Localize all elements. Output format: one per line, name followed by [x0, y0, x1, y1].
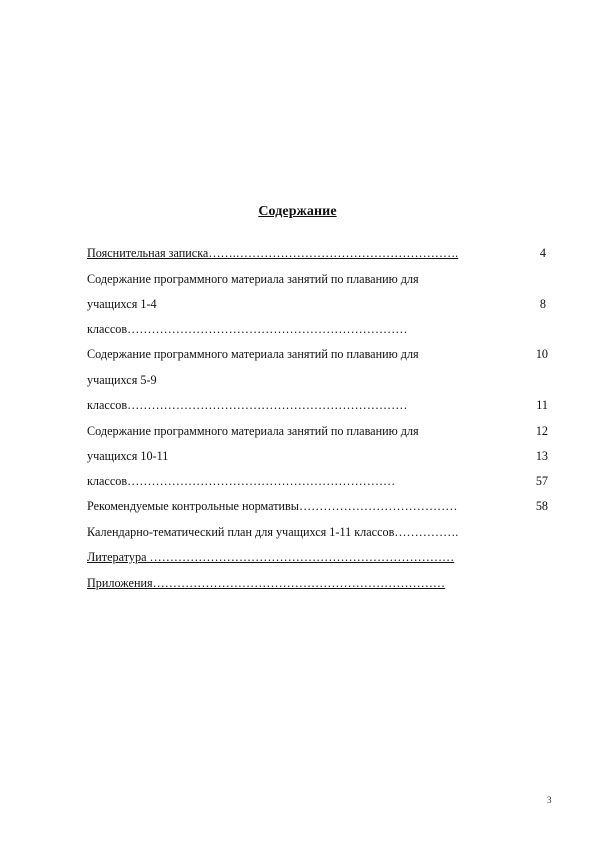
- toc-line-explanatory-note: Пояснительная записка…….……………………………………………….: [87, 246, 459, 260]
- toc-page-number: 8: [539, 297, 546, 311]
- toc-line-control-standards: Рекомендуемые контрольные нормативы…………………………………: [87, 499, 458, 513]
- toc-page-number: 11: [536, 398, 548, 412]
- toc-page-number: 13: [535, 449, 548, 463]
- toc-line-appendices: Приложения………………………………………………………………: [87, 576, 446, 590]
- toc-line-classes-1: классов……………………………………………………………: [87, 322, 408, 336]
- toc-line-program-content-2: Содержание программного материала занятий по плаванию для: [87, 347, 419, 361]
- toc-line-grades-5-9: учащихся 5-9: [87, 373, 157, 387]
- toc-page-number: 57: [535, 474, 548, 488]
- toc-page-number: 58: [535, 499, 548, 513]
- toc-title: Содержание: [258, 204, 337, 219]
- page-number: 3: [547, 795, 552, 805]
- toc-line-classes-2: классов……………………………………………………………: [87, 398, 408, 412]
- toc-line-literature: Литература …………………………………………………………………: [87, 550, 455, 564]
- toc-page-number: 4: [539, 246, 546, 260]
- toc-line-calendar-plan: Календарно-тематический план для учащихся 1-11 классов…………….: [87, 525, 459, 539]
- toc-line-grades-10-11: учащихся 10-11: [87, 449, 169, 463]
- toc-page-number: 12: [535, 424, 548, 438]
- toc-page-number: 10: [535, 347, 548, 361]
- toc-line-program-content-3: Содержание программного материала занятий по плаванию для: [87, 424, 419, 438]
- toc-line-grades-1-4: учащихся 1-4: [87, 297, 157, 311]
- toc-line-classes-3: классов…………………………………………………………: [87, 474, 396, 488]
- toc-line-program-content-1: Содержание программного материала занятий по плаванию для: [87, 272, 419, 286]
